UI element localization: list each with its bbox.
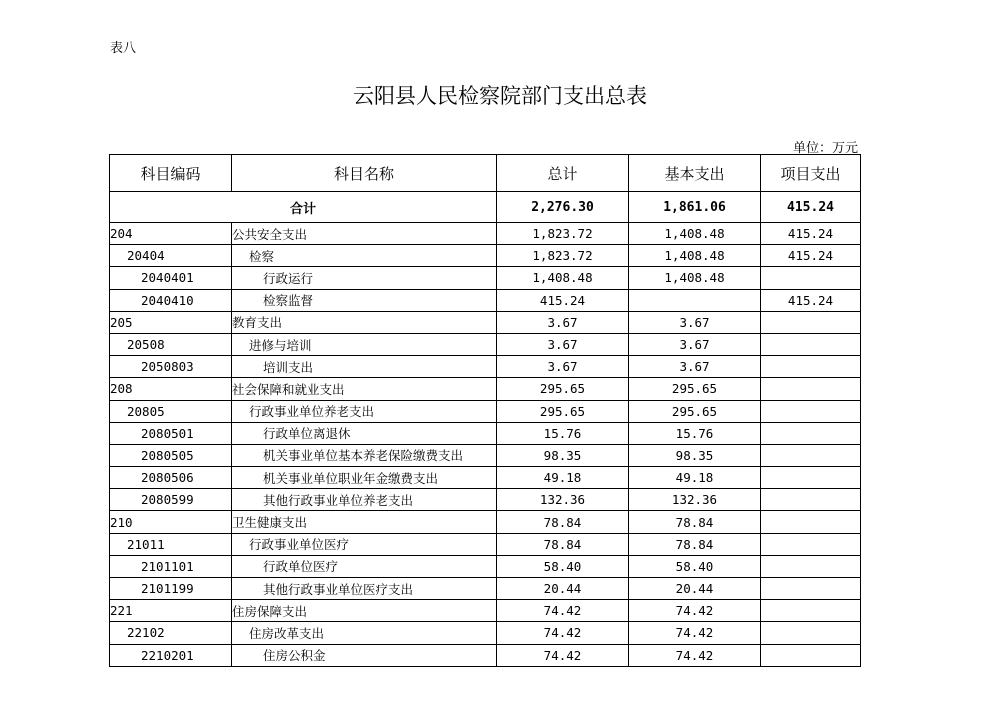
project-cell: [761, 356, 861, 378]
subject-name: 其他行政事业单位医疗支出: [232, 578, 497, 600]
total-cell: 1,823.72: [497, 223, 629, 245]
project-cell: [761, 311, 861, 333]
project-cell: [761, 467, 861, 489]
basic-cell: 20.44: [629, 578, 761, 600]
subject-code: 2101101: [110, 555, 232, 577]
project-cell: [761, 333, 861, 355]
total-cell: 74.42: [497, 622, 629, 644]
basic-cell: 295.65: [629, 378, 761, 400]
total-cell: 78.84: [497, 533, 629, 555]
table-row: [110, 511, 861, 533]
subject-code: 2040401: [110, 267, 232, 289]
subject-name: 行政单位医疗: [232, 555, 497, 577]
table-row: [110, 223, 861, 245]
basic-cell: 58.40: [629, 555, 761, 577]
total-basic: 1,861.06: [629, 192, 761, 223]
basic-cell: 78.84: [629, 533, 761, 555]
subject-code: 210: [110, 511, 232, 533]
project-cell: [761, 489, 861, 511]
basic-cell: 1,408.48: [629, 267, 761, 289]
table-row: [110, 311, 861, 333]
basic-cell: 3.67: [629, 311, 761, 333]
project-cell: [761, 600, 861, 622]
total-cell: 20.44: [497, 578, 629, 600]
subject-name: 其他行政事业单位养老支出: [232, 489, 497, 511]
header-subject-code: 科目编码: [110, 155, 232, 192]
subject-name: 行政事业单位医疗: [232, 533, 497, 555]
basic-cell: 74.42: [629, 600, 761, 622]
subject-code: 2210201: [110, 644, 232, 666]
project-cell: [761, 578, 861, 600]
subject-name: 社会保障和就业支出: [232, 378, 497, 400]
project-cell: [761, 267, 861, 289]
subject-name: 住房改革支出: [232, 622, 497, 644]
subject-code: 20805: [110, 400, 232, 422]
basic-cell: 15.76: [629, 422, 761, 444]
table-row: [110, 555, 861, 577]
table-row: [110, 245, 861, 267]
subject-code: 2080505: [110, 444, 232, 466]
basic-cell: 98.35: [629, 444, 761, 466]
table-row: [110, 356, 861, 378]
total-cell: 74.42: [497, 644, 629, 666]
basic-cell: 295.65: [629, 400, 761, 422]
header-total: 总计: [497, 155, 629, 192]
total-cell: 1,823.72: [497, 245, 629, 267]
total-cell: 415.24: [497, 289, 629, 311]
total-cell: 49.18: [497, 467, 629, 489]
subject-code: 204: [110, 223, 232, 245]
total-label: 合计: [110, 192, 497, 223]
subject-code: 22102: [110, 622, 232, 644]
subject-code: 2050803: [110, 356, 232, 378]
page-label: 表八: [110, 41, 137, 56]
subject-code: 205: [110, 311, 232, 333]
subject-code: 21011: [110, 533, 232, 555]
basic-cell: 132.36: [629, 489, 761, 511]
subject-name: 检察监督: [232, 289, 497, 311]
total-cell: 78.84: [497, 511, 629, 533]
total-project: 415.24: [761, 192, 861, 223]
subject-name: 进修与培训: [232, 333, 497, 355]
total-cell: 58.40: [497, 555, 629, 577]
table-row: [110, 489, 861, 511]
table-row: [110, 378, 861, 400]
total-cell: 132.36: [497, 489, 629, 511]
total-cell: 3.67: [497, 356, 629, 378]
header-row: [110, 155, 861, 192]
subject-code: 208: [110, 378, 232, 400]
subject-code: 20404: [110, 245, 232, 267]
total-cell: 98.35: [497, 444, 629, 466]
table-row: [110, 600, 861, 622]
project-cell: 415.24: [761, 289, 861, 311]
total-row: [110, 192, 861, 223]
basic-cell: 1,408.48: [629, 245, 761, 267]
header-project-expense: 项目支出: [761, 155, 861, 192]
subject-code: 2040410: [110, 289, 232, 311]
subject-name: 培训支出: [232, 356, 497, 378]
subject-name: 行政单位离退休: [232, 422, 497, 444]
total-cell: 3.67: [497, 311, 629, 333]
total-cell: 74.42: [497, 600, 629, 622]
project-cell: [761, 533, 861, 555]
project-cell: 415.24: [761, 223, 861, 245]
basic-cell: 49.18: [629, 467, 761, 489]
total-cell: 1,408.48: [497, 267, 629, 289]
project-cell: [761, 555, 861, 577]
subject-name: 检察: [232, 245, 497, 267]
total-cell: 3.67: [497, 333, 629, 355]
total-cell: 295.65: [497, 378, 629, 400]
table-row: [110, 622, 861, 644]
subject-name: 行政运行: [232, 267, 497, 289]
total-cell: 15.76: [497, 422, 629, 444]
subject-name: 住房公积金: [232, 644, 497, 666]
subject-code: 2080506: [110, 467, 232, 489]
subject-name: 公共安全支出: [232, 223, 497, 245]
project-cell: [761, 511, 861, 533]
subject-name: 卫生健康支出: [232, 511, 497, 533]
table-row: [110, 533, 861, 555]
table-row: [110, 289, 861, 311]
expense-table: [109, 154, 861, 667]
table-row: [110, 422, 861, 444]
subject-name: 教育支出: [232, 311, 497, 333]
project-cell: [761, 422, 861, 444]
subject-name: 行政事业单位养老支出: [232, 400, 497, 422]
project-cell: [761, 644, 861, 666]
project-cell: [761, 400, 861, 422]
page-title: 云阳县人民检察院部门支出总表: [353, 84, 647, 108]
subject-code: 2080501: [110, 422, 232, 444]
subject-name: 机关事业单位职业年金缴费支出: [232, 467, 497, 489]
subject-name: 住房保障支出: [232, 600, 497, 622]
subject-code: 221: [110, 600, 232, 622]
project-cell: 415.24: [761, 245, 861, 267]
basic-cell: 1,408.48: [629, 223, 761, 245]
basic-cell: 78.84: [629, 511, 761, 533]
table-row: [110, 400, 861, 422]
total-amount: 2,276.30: [497, 192, 629, 223]
basic-cell: 74.42: [629, 622, 761, 644]
table-row: [110, 267, 861, 289]
basic-cell: [629, 289, 761, 311]
project-cell: [761, 378, 861, 400]
table-row: [110, 333, 861, 355]
subject-code: 2080599: [110, 489, 232, 511]
unit-label: 单位：万元: [793, 141, 859, 156]
subject-name: 机关事业单位基本养老保险缴费支出: [232, 444, 497, 466]
project-cell: [761, 622, 861, 644]
table-row: [110, 444, 861, 466]
table-row: [110, 578, 861, 600]
basic-cell: 74.42: [629, 644, 761, 666]
basic-cell: 3.67: [629, 356, 761, 378]
basic-cell: 3.67: [629, 333, 761, 355]
header-basic-expense: 基本支出: [629, 155, 761, 192]
subject-code: 20508: [110, 333, 232, 355]
table-row: [110, 644, 861, 666]
table-row: [110, 467, 861, 489]
subject-code: 2101199: [110, 578, 232, 600]
total-cell: 295.65: [497, 400, 629, 422]
header-subject-name: 科目名称: [232, 155, 497, 192]
project-cell: [761, 444, 861, 466]
